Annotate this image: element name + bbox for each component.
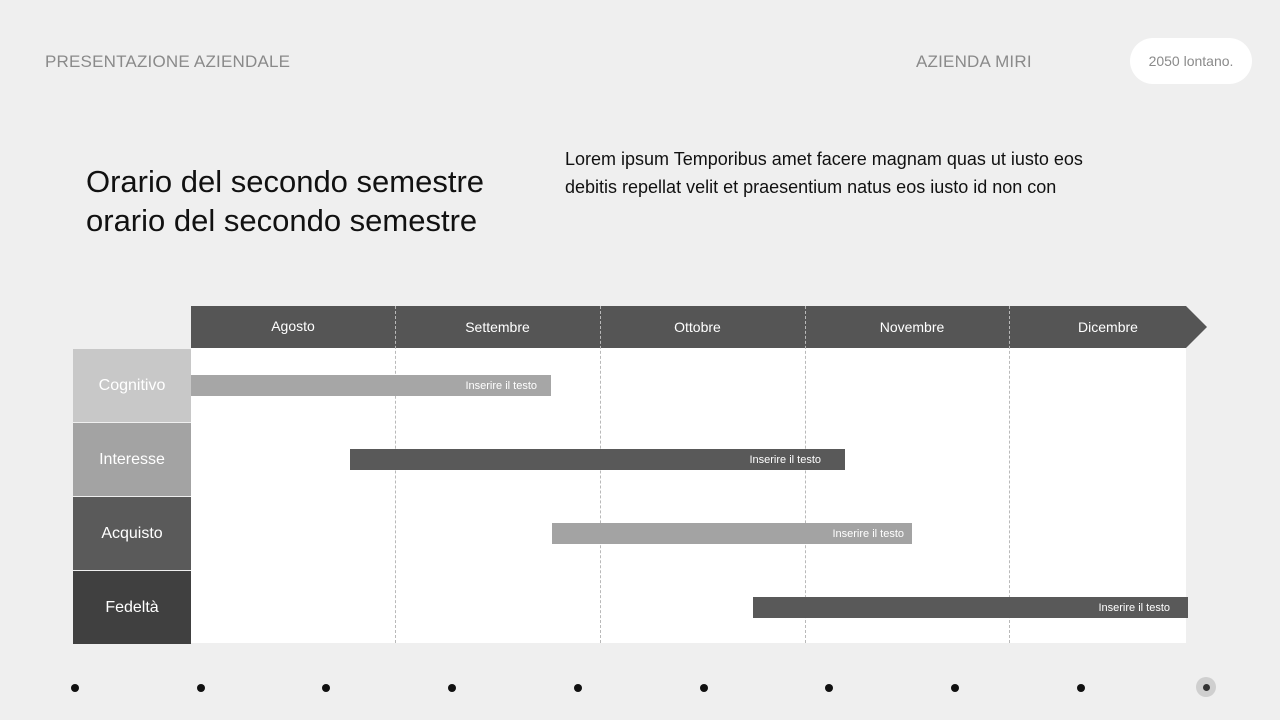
month-novembre: Novembre (879, 319, 945, 335)
slide-title-line-1: Orario del secondo semestre (86, 164, 485, 199)
date-badge: 2050 lontano. (1130, 38, 1252, 84)
gantt-bar-fedelta (753, 597, 1188, 618)
page-dot-3[interactable] (322, 684, 330, 692)
gantt-divider (600, 306, 601, 643)
page-dot-9[interactable] (1077, 684, 1085, 692)
gantt-bar-text: Inserire il testo (832, 527, 904, 540)
month-settembre: Settembre (465, 319, 530, 335)
page-dot-4[interactable] (448, 684, 456, 692)
gantt-bar-interesse (350, 449, 845, 470)
month-dicembre: Dicembre (1078, 319, 1138, 335)
slide-title-line-2: orario del secondo semestre (86, 203, 478, 238)
slide-description (565, 145, 1135, 201)
gantt-divider (1009, 306, 1010, 643)
row-label-fedelta: Fedeltà (73, 571, 191, 644)
gantt-bar-text: Inserire il testo (1098, 601, 1170, 614)
gantt-bar-cognitivo (191, 375, 551, 396)
row-label-cognitivo: Cognitivo (73, 349, 191, 422)
description-line-1: Lorem ipsum Temporibus amet facere magnam quas ut iusto eos (565, 149, 1083, 169)
company-name: AZIENDA MIRI (916, 52, 1032, 71)
gantt-bar-acquisto (552, 523, 912, 544)
presentation-label: PRESENTAZIONE AZIENDALE (45, 52, 291, 71)
month-ottobre: Ottobre (674, 319, 721, 335)
page-dot-7[interactable] (825, 684, 833, 692)
gantt-bar-text: Inserire il testo (749, 453, 821, 466)
page-dot-2[interactable] (197, 684, 205, 692)
gantt-divider (805, 306, 806, 643)
gantt-bar-text: Inserire il testo (465, 379, 537, 392)
page-dot-10-active[interactable] (1196, 677, 1216, 697)
page-dot-1[interactable] (71, 684, 79, 692)
description-line-2: debitis repellat velit et praesentium natus eos iusto id non con (565, 177, 1057, 197)
gantt-divider (395, 306, 396, 643)
page-dot-6[interactable] (700, 684, 708, 692)
month-agosto: Agosto (271, 318, 315, 334)
page-dot-8[interactable] (951, 684, 959, 692)
row-label-acquisto: Acquisto (73, 497, 191, 570)
page-dot-5[interactable] (574, 684, 582, 692)
slide-title (86, 162, 526, 240)
row-label-interesse: Interesse (73, 423, 191, 496)
